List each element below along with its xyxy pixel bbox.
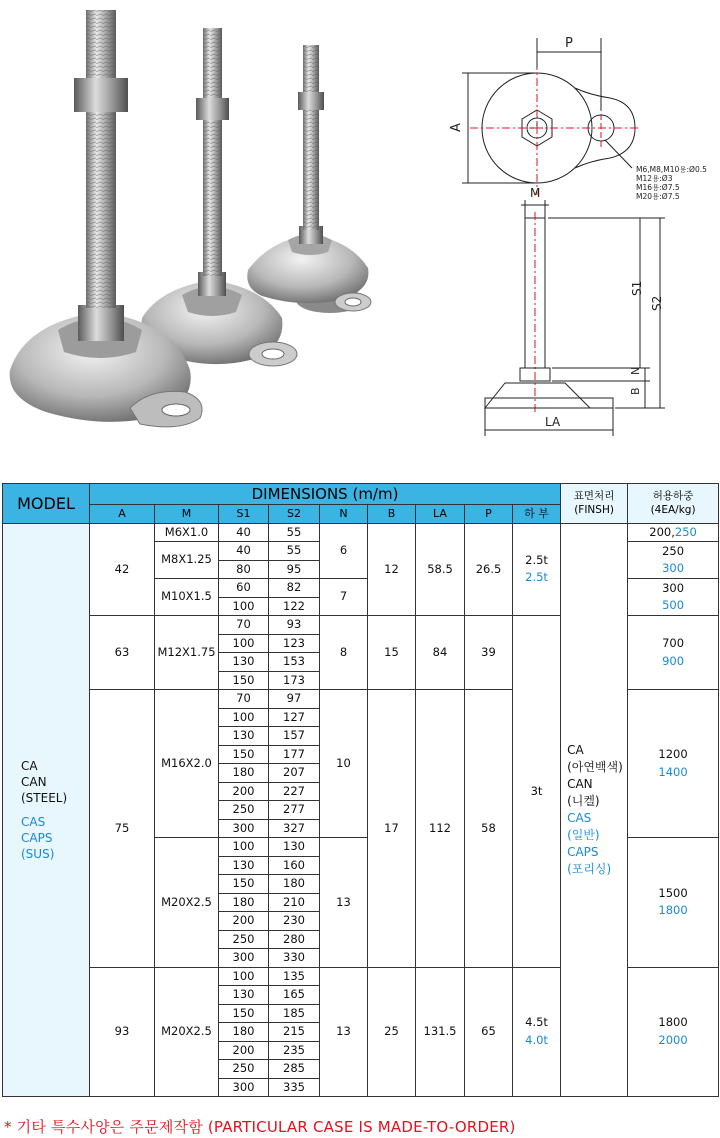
dim-label-s2: S2 xyxy=(650,295,664,311)
table-row: 300 335 xyxy=(3,1078,719,1097)
spec-table xyxy=(2,483,719,1097)
top-view xyxy=(462,38,640,195)
model-cell: CA CAN (STEEL) CAS CAPS (SUS) xyxy=(3,523,90,1097)
col-s1: S1 xyxy=(219,505,269,524)
table-row: CA CAN (STEEL) CAS CAPS (SUS) 42 M6X1.0 40 55 6 12 58.5 26.5 2.5t 2.5t CA (아연백색) CAN (니켈) CAS (일반) CAPS (포리싱) 200,250 xyxy=(3,523,719,542)
dim-label-a: A xyxy=(449,123,464,132)
table-row: 93 M20X2.5 100 135 13 25 131.5 65 4.5t 4.0t 1800 2000 xyxy=(3,967,719,986)
kg-cell: 1800 2000 xyxy=(628,967,719,1097)
table-row: M10X1.5 60 82 7 300 500 xyxy=(3,579,719,598)
footnote: * 기타 특수사양은 주문제작함 (PARTICULAR CASE IS MADE-TO-ORDER) xyxy=(4,1118,516,1136)
table-row: 300 330 xyxy=(3,949,719,968)
col-p: P xyxy=(465,505,513,524)
dim-label-b: B xyxy=(629,387,642,395)
surface-cell: CA (아연백색) CAN (니켈) CAS (일반) CAPS (포리싱) xyxy=(561,523,628,1097)
table-row: M20X2.5 100 130 13 1500 1800 xyxy=(3,838,719,857)
load-cell: 4.5t 4.0t xyxy=(513,967,561,1097)
hole-note xyxy=(636,165,707,201)
svg-text:M6,M8,M10용:Ø0.5: M6,M8,M10용:Ø0.5 xyxy=(636,165,707,174)
leveling-foot-medium xyxy=(142,28,297,366)
kg-cell: 250 300 xyxy=(628,542,719,579)
technical-drawing xyxy=(430,0,720,460)
kg-cell: 1200 1400 xyxy=(628,690,719,838)
table-row: 130 157 xyxy=(3,727,719,746)
kg-cell: 1500 1800 xyxy=(628,838,719,968)
table-row: 150 180 xyxy=(3,875,719,894)
surface-header: 표면처리 (FINSH) xyxy=(561,484,628,524)
dim-label-p: P xyxy=(565,36,573,51)
table-row: 130 153 xyxy=(3,653,719,672)
dim-label-m: M xyxy=(530,186,541,200)
col-load: 하 부 xyxy=(513,505,561,524)
dim-label-la: LA xyxy=(545,415,561,429)
table-row: 100 122 xyxy=(3,597,719,616)
table-row: 150 185 xyxy=(3,1004,719,1023)
table-row: 200 235 xyxy=(3,1041,719,1060)
table-row: 250 285 xyxy=(3,1060,719,1079)
col-la: LA xyxy=(416,505,465,524)
table-row: 180 215 xyxy=(3,1023,719,1042)
table-row: 250 277 xyxy=(3,801,719,820)
table-row: 150 173 xyxy=(3,671,719,690)
kg-cell: 300 500 xyxy=(628,579,719,616)
load-cell: 2.5t 2.5t xyxy=(513,523,561,616)
col-a: A xyxy=(90,505,155,524)
table-row: 130 165 xyxy=(3,986,719,1005)
table-row: 250 280 xyxy=(3,930,719,949)
product-photo xyxy=(0,0,430,460)
table-row: M8X1.25 40 55 250 300 xyxy=(3,542,719,561)
table-row: 130 160 xyxy=(3,856,719,875)
svg-text:M20용:Ø7.5: M20용:Ø7.5 xyxy=(636,192,680,201)
col-m: M xyxy=(155,505,219,524)
leveling-foot-large xyxy=(10,10,202,427)
table-row: 150 177 xyxy=(3,745,719,764)
load-header: 허용하중 (4EA/kg) xyxy=(628,484,719,524)
kg-cell: 200,250 xyxy=(628,523,719,542)
model-header: MODEL xyxy=(3,484,90,524)
svg-text:M16용:Ø7.5: M16용:Ø7.5 xyxy=(636,183,680,192)
table-row: 200 230 xyxy=(3,912,719,931)
side-view xyxy=(485,200,665,436)
dimensions-header: DIMENSIONS (m/m) xyxy=(90,484,561,505)
col-s2: S2 xyxy=(269,505,320,524)
table-row: 200 227 xyxy=(3,782,719,801)
table-row: 300 327 xyxy=(3,819,719,838)
leveling-foot-small xyxy=(247,45,371,313)
table-row: 63 M12X1.75 70 93 8 15 84 39 3t 700 900 xyxy=(3,616,719,635)
dim-label-s1: S1 xyxy=(630,280,644,296)
svg-text:M12용:Ø3: M12용:Ø3 xyxy=(636,174,673,183)
kg-cell: 700 900 xyxy=(628,616,719,690)
table-row: 180 207 xyxy=(3,764,719,783)
table-row: 100 123 xyxy=(3,634,719,653)
col-b: B xyxy=(368,505,416,524)
dim-label-n: N xyxy=(629,366,642,375)
table-row: 75 M16X2.0 70 97 10 17 112 58 1200 1400 xyxy=(3,690,719,709)
table-row: 100 127 xyxy=(3,708,719,727)
table-row: 180 210 xyxy=(3,893,719,912)
col-n: N xyxy=(320,505,368,524)
table-row: 80 95 xyxy=(3,560,719,579)
